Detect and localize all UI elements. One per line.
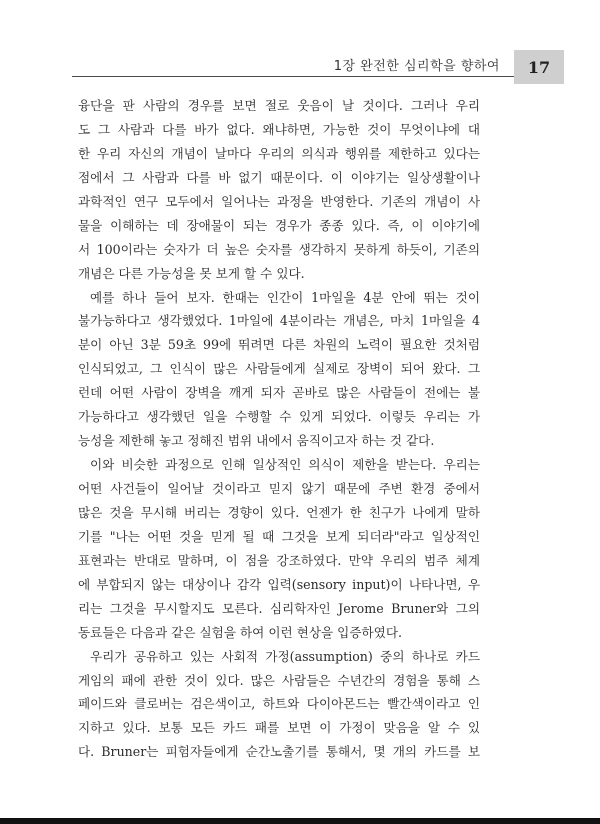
paragraph-line: 표현과는 반대로 말하며, 이 점을 강조하였다. 만약 우리의 범주 체계 bbox=[78, 552, 480, 568]
paragraph-line: 페이드와 클로버는 검은색이고, 하트와 다이아몬드는 빨간색이라고 인 bbox=[78, 696, 480, 712]
paragraph-line: 동료들은 다음과 같은 실험을 하여 이런 현상을 입증하였다. bbox=[78, 624, 402, 640]
paragraph-line: 융단을 판 사람의 경우를 보면 절로 웃음이 날 것이다. 그러나 우리 bbox=[78, 98, 480, 113]
header-rule bbox=[72, 76, 518, 77]
paragraph-line: 예를 하나 들어 보자. 한때는 인간이 1마일을 4분 안에 뛰는 것이 bbox=[90, 289, 480, 305]
paragraph-line: 다. Bruner는 피험자들에게 순간노출기를 통해서, 몇 개의 카드를 보 bbox=[78, 744, 480, 760]
paragraph-line: 점에서 그 사람과 다를 바 없기 때문이다. 이 이야기는 일상생활이나 bbox=[78, 169, 480, 185]
paragraph-line: 이와 비슷한 과정으로 인해 일상적인 의식이 제한을 받는다. 우리는 bbox=[90, 457, 480, 473]
paragraph-line: 가능하다고 생각했던 일을 수행할 수 있게 되었다. 이렇듯 우리는 가 bbox=[78, 409, 480, 425]
paragraph-line: 많은 것을 무시해 버리는 경향이 있다. 언젠가 한 친구가 나에게 말하 bbox=[78, 504, 480, 520]
chapter-title: 1장 완전한 심리학을 향하여 bbox=[333, 59, 500, 74]
bottom-border bbox=[0, 818, 600, 824]
paragraph-line: 서 100이라는 숫자가 더 높은 숫자를 생각하지 못하게 하듯이, 기존의 bbox=[78, 241, 480, 257]
paragraph-line: 인식되었고, 그 인식이 많은 사람들에게 실제로 장벽이 되어 왔다. 그 bbox=[78, 361, 480, 377]
paragraph-line: 어떤 사건들이 일어날 것이라고 믿지 않기 때문에 주변 환경 중에서 bbox=[78, 481, 480, 496]
paragraph-line: 기를 "나는 어떤 것을 믿게 될 때 그것을 보게 되더라"라고 일상적인 bbox=[78, 528, 480, 544]
page-number: 17 bbox=[527, 58, 551, 77]
paragraph-line: 물을 이해하는 데 장애물이 되는 경우가 종종 있다. 즉, 이 이야기에 bbox=[78, 217, 480, 233]
paragraph-line: 불가능하다고 생각했었다. 1마일에 4분이라는 개념은, 마치 1마일을 4 bbox=[78, 313, 480, 329]
body-text bbox=[78, 94, 480, 764]
paragraph-line: 한 우리 자신의 개념이 날마다 우리의 의식과 행위를 제한하고 있다는 bbox=[78, 145, 480, 161]
paragraph-line: 과학적인 연구 모두에서 일어나는 과정을 반영한다. 기존의 개념이 사 bbox=[78, 193, 480, 209]
page-header bbox=[0, 0, 600, 90]
paragraph-line: 게임의 패에 관한 것이 있다. 많은 사람들은 수년간의 경험을 통해 스 bbox=[78, 672, 480, 688]
paragraph-line: 개념은 다른 가능성을 못 보게 할 수 있다. bbox=[78, 265, 305, 281]
paragraph-line: 런데 어떤 사람이 장벽을 깨게 되자 곧바로 많은 사람들이 전에는 불 bbox=[78, 385, 480, 401]
paragraph-line: 우리가 공유하고 있는 사회적 가정(assumption) 중의 하나로 카드 bbox=[90, 648, 480, 664]
paragraph-line: 지하고 있다. 보통 모든 카드 패를 보면 이 가정이 맞음을 알 수 있 bbox=[78, 720, 480, 736]
paragraph-line: 에 부합되지 않는 대상이나 감각 입력(sensory input)이 나타나면, 우 bbox=[78, 576, 480, 592]
page-number-box bbox=[514, 50, 564, 84]
paragraph-line: 능성을 제한해 놓고 정해진 범위 내에서 움직이고자 하는 것 같다. bbox=[78, 433, 435, 449]
paragraph-line: 분이 아닌 3분 59초 99에 뛰려면 다른 차원의 노력이 필요한 것처럼 bbox=[78, 337, 480, 353]
paragraph-line: 리는 그것을 무시할지도 모른다. 심리학자인 Jerome Bruner와 그의 bbox=[78, 600, 480, 616]
paragraph-line: 도 그 사람과 다를 바가 없다. 왜냐하면, 가능한 것이 무엇이냐에 대 bbox=[78, 121, 480, 137]
